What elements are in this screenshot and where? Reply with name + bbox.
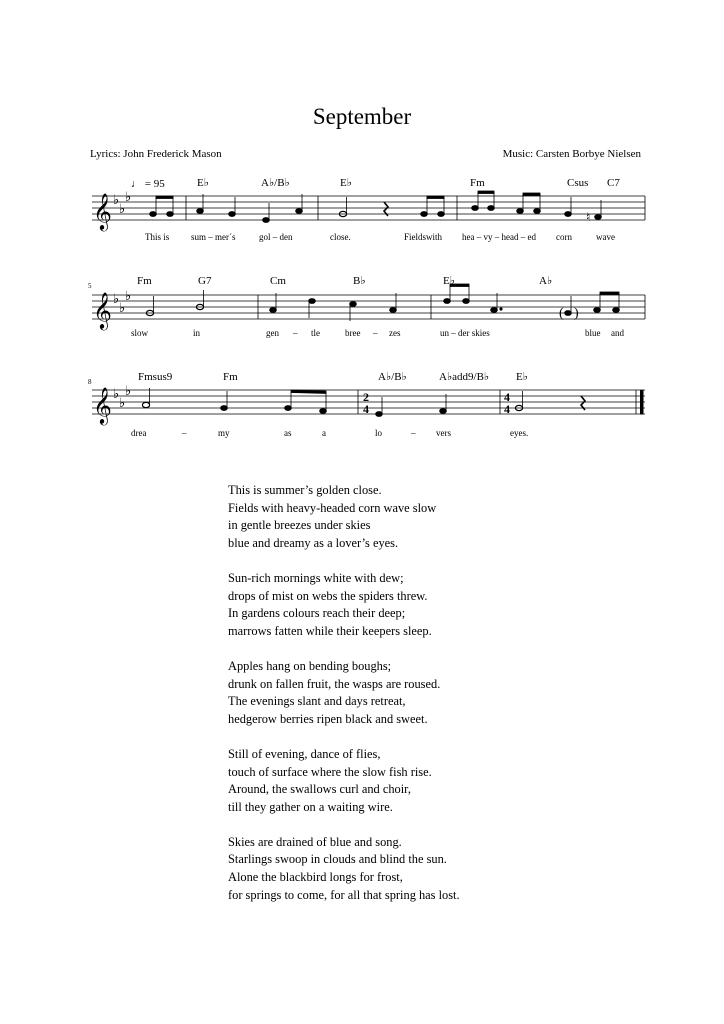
lyric-syllable: gol – den xyxy=(259,232,293,242)
measure-number: 5 xyxy=(88,282,92,290)
system-2 xyxy=(88,275,645,338)
lyric-syllable: Fieldswith xyxy=(404,232,443,242)
chord-symbol: C7 xyxy=(607,177,620,189)
svg-text:♭: ♭ xyxy=(113,192,120,207)
poem-line: Around, the swallows curl and choir, xyxy=(228,782,411,797)
chord-symbol: E♭ xyxy=(340,177,352,189)
lyric-syllable: – xyxy=(182,428,187,438)
poem-line: blue and dreamy as a lover’s eyes. xyxy=(228,535,399,550)
poem-line: This is summer’s golden close. xyxy=(228,483,382,497)
key-signature xyxy=(113,189,131,216)
key-signature xyxy=(113,288,131,315)
lyric-syllable: – xyxy=(373,328,378,338)
system-3 xyxy=(88,371,645,438)
treble-clef-icon: 𝄞 xyxy=(93,387,112,423)
chord-symbol: Fm xyxy=(470,177,485,189)
composer-credit: Music: Carsten Borbye Nielsen xyxy=(502,148,641,160)
chord-symbol: Fm xyxy=(137,275,152,287)
lyric-syllable: in xyxy=(193,328,201,338)
poem-line: till they gather on a waiting wire. xyxy=(228,799,393,814)
svg-text:♭: ♭ xyxy=(125,288,132,303)
tempo-marking: ♩ = 95 xyxy=(131,178,165,190)
poem-line: touch of surface where the slow fish rise. xyxy=(228,764,432,779)
lyric-syllable: un – der skies xyxy=(440,328,490,338)
staff-lines xyxy=(92,196,645,220)
poem-line: Still of evening, dance of flies, xyxy=(228,746,381,761)
lyric-syllable: wave xyxy=(596,232,615,242)
svg-text:4: 4 xyxy=(504,390,510,404)
lyric-syllable: lo xyxy=(375,428,383,438)
poem-line: Fields with heavy-headed corn wave slow xyxy=(228,500,437,515)
svg-text:4: 4 xyxy=(504,402,510,416)
svg-text:♭: ♭ xyxy=(119,300,126,315)
poem-line: In gardens colours reach their deep; xyxy=(228,606,406,621)
poem-line: Starlings swoop in clouds and blind the sun. xyxy=(228,852,447,867)
chord-symbol: A♭add9/B♭ xyxy=(439,371,490,383)
lyric-syllable: sum – mer´s xyxy=(191,232,236,242)
natural-sign-icon: ♮ xyxy=(586,210,591,224)
chord-symbol: Csus xyxy=(567,177,589,189)
svg-text:♭: ♭ xyxy=(119,395,126,410)
lyric-syllable: tle xyxy=(311,328,320,338)
svg-text:♭: ♭ xyxy=(113,386,120,401)
lyric-syllable: as xyxy=(284,428,292,438)
treble-clef-icon: 𝄞 xyxy=(93,193,112,229)
poem-line: drops of mist on webs the spiders threw. xyxy=(228,588,428,603)
poem-line: hedgerow berries ripen black and sweet. xyxy=(228,711,428,726)
measure-number: 8 xyxy=(88,378,92,386)
chord-symbol: G7 xyxy=(198,275,212,287)
poem-line: for springs to come, for all that spring has lost. xyxy=(228,887,460,902)
stanza xyxy=(228,482,658,552)
poem-line: Skies are drained of blue and song. xyxy=(228,834,402,849)
chord-symbol: B♭ xyxy=(353,275,366,287)
chord-symbol: A♭ xyxy=(539,275,553,287)
key-signature xyxy=(113,383,131,410)
lyric-syllable: blue xyxy=(585,328,601,338)
poem-line: marrows fatten while their keepers sleep. xyxy=(228,623,432,638)
svg-text:♭: ♭ xyxy=(125,383,132,398)
final-barline xyxy=(640,390,644,415)
lyric-syllable: zes xyxy=(389,328,401,338)
lyric-syllable: – xyxy=(411,428,416,438)
notes-system-2 xyxy=(146,284,619,321)
music-score xyxy=(0,0,724,460)
chord-symbol: E♭ xyxy=(516,371,528,383)
svg-text:(: ( xyxy=(559,306,564,321)
svg-text:♭: ♭ xyxy=(119,201,126,216)
lyric-syllable: corn xyxy=(556,232,572,242)
lyric-syllable: slow xyxy=(131,328,149,338)
chord-symbol: E♭ xyxy=(197,177,209,189)
svg-text:2: 2 xyxy=(363,390,369,404)
stanza xyxy=(228,570,658,640)
svg-text:): ) xyxy=(574,306,579,321)
lyric-syllable: hea – vy – head – ed xyxy=(462,232,536,242)
poem-line: The evenings slant and days retreat, xyxy=(228,694,406,709)
lyric-syllable: a xyxy=(322,428,326,438)
chord-symbol: Fmsus9 xyxy=(138,371,173,383)
lyric-syllable: – xyxy=(293,328,298,338)
stanza xyxy=(228,658,658,728)
poem-line: Alone the blackbird longs for frost, xyxy=(228,870,403,885)
lyric-syllable: and xyxy=(611,328,624,338)
lyric-syllable: my xyxy=(218,428,230,438)
poem-line: drunk on fallen fruit, the wasps are roused. xyxy=(228,676,441,691)
stanza xyxy=(228,834,658,904)
lyric-syllable: drea xyxy=(131,428,147,438)
chord-symbol: Cm xyxy=(270,275,286,287)
lyric-syllable: This is xyxy=(145,232,170,242)
svg-text:♭: ♭ xyxy=(113,291,120,306)
chord-symbol: A♭/B♭ xyxy=(378,371,407,383)
lyric-syllable: vers xyxy=(436,428,451,438)
chord-symbol: Fm xyxy=(223,371,238,383)
stanza xyxy=(228,746,658,816)
chord-symbol: A♭/B♭ xyxy=(261,177,290,189)
svg-text:♭: ♭ xyxy=(125,189,132,204)
poem-text xyxy=(228,482,658,922)
lyric-syllable: gen xyxy=(266,328,279,338)
system-1 xyxy=(92,177,645,242)
song-title: September xyxy=(312,104,412,129)
poem-line: in gentle breezes under skies xyxy=(228,518,371,533)
lyric-syllable: bree xyxy=(345,328,361,338)
treble-clef-icon: 𝄞 xyxy=(93,292,112,328)
poem-line: Sun-rich mornings white with dew; xyxy=(228,570,404,585)
time-signature xyxy=(363,390,510,416)
lyric-syllable: close. xyxy=(330,232,351,242)
svg-text:4: 4 xyxy=(363,402,369,416)
lyric-syllable: eyes. xyxy=(510,428,529,438)
poem-line: Apples hang on bending boughs; xyxy=(228,658,392,673)
chord-symbol: E♭ xyxy=(443,275,455,287)
lyricist-credit: Lyrics: John Frederick Mason xyxy=(90,148,222,160)
